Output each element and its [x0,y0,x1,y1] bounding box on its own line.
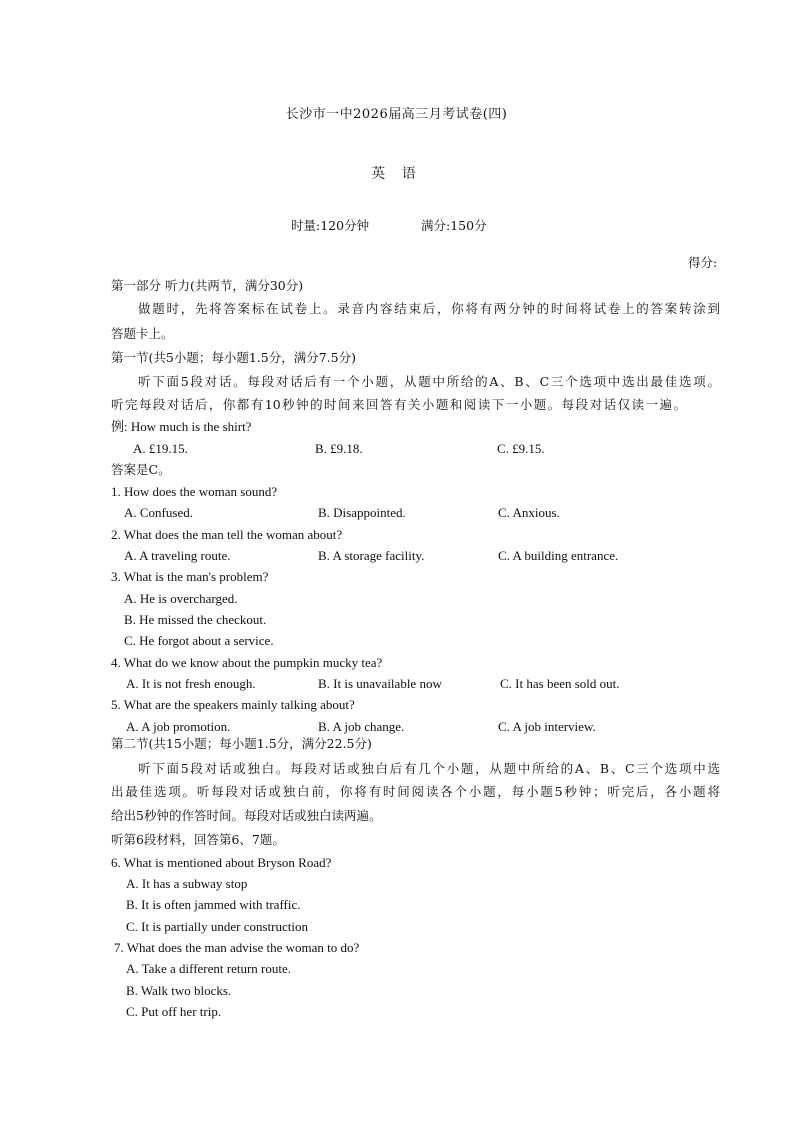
q1-option-a: A. Confused. [124,505,193,520]
section2-heading: 第二节(共15小题；每小题1.5分，满分22.5分) [111,736,372,751]
section1-instruction-line1: 听下面5段对话。每段对话后有一个小题，从题中所给的A、B、C三个选项中选出最佳选项。 [138,374,720,389]
q3-option-a: A. He is overcharged. [124,591,238,606]
question-3: 3. What is the man's problem? [111,569,269,584]
example-answer: 答案是C。 [111,462,171,477]
example-question: 例: How much is the shirt? [111,419,252,434]
q4-option-a: A. It is not fresh enough. [126,676,256,691]
part1-instruction-line2: 答题卡上。 [111,326,174,341]
q2-option-b: B. A storage facility. [318,548,425,563]
q4-option-c: C. It has been sold out. [500,676,620,691]
example-option-a: A. £19.15. [133,441,188,456]
q7-option-c: C. Put off her trip. [126,1004,222,1019]
part1-instruction-line1: 做题时，先将答案标在试卷上。录音内容结束后，你将有两分钟的时间将试卷上的答案转涂到 [138,301,720,316]
exam-title: 长沙市一中2026届高三月考试卷(四) [285,107,508,122]
section1-heading: 第一节(共5小题；每小题1.5分，满分7.5分) [111,350,356,365]
section2-instruction-line2: 出最佳选项。听每段对话或独白前，你将有时间阅读各个小题，每小题5秒钟；听完后，各小题将 [111,784,720,799]
q1-option-c: C. Anxious. [498,505,560,520]
example-option-c: C. £9.15. [497,441,545,456]
section2-instruction-line1: 听下面5段对话或独白。每段对话或独白后有几个小题，从题中所给的A、B、C三个选项中选 [138,761,720,776]
question-1: 1. How does the woman sound? [111,484,278,499]
question-4: 4. What do we know about the pumpkin mucky tea? [111,655,383,670]
q6-option-b: B. It is often jammed with traffic. [126,897,301,912]
q4-option-b: B. It is unavailable now [318,676,442,691]
question-2: 2. What does the man tell the woman about? [111,527,343,542]
question-5: 5. What are the speakers mainly talking about? [111,697,355,712]
q6-option-c: C. It is partially under construction [126,919,308,934]
q6-option-a: A. It has a subway stop [126,876,248,891]
section2-instruction-line3: 给出5秒钟的作答时间。每段对话或独白读两遍。 [111,808,382,823]
time-limit: 时量:120分钟 [291,218,370,233]
question-7: 7. What does the man advise the woman to do? [114,940,360,955]
material-note: 听第6段材料，回答第6、7题。 [111,832,285,847]
q2-option-c: C. A building entrance. [498,548,619,563]
q7-option-b: B. Walk two blocks. [126,983,232,998]
q3-option-c: C. He forgot about a service. [124,633,274,648]
score-label: 得分: [688,255,718,270]
q7-option-a: A. Take a different return route. [126,961,292,976]
q1-option-b: B. Disappointed. [318,505,406,520]
q5-option-c: C. A job interview. [498,719,596,734]
part1-heading: 第一部分 听力(共两节，满分30分) [111,278,304,293]
section1-instruction-line2: 听完每段对话后，你都有10秒钟的时间来回答有关小题和阅读下一小题。每段对话仅读一遍。 [111,397,686,412]
q2-option-a: A. A traveling route. [124,548,231,563]
question-6: 6. What is mentioned about Bryson Road? [111,855,332,870]
subject-title: 英 语 [371,166,422,182]
q5-option-a: A. A job promotion. [126,719,231,734]
full-score: 满分:150分 [421,218,487,233]
q3-option-b: B. He missed the checkout. [124,612,267,627]
q5-option-b: B. A job change. [318,719,405,734]
example-option-b: B. £9.18. [315,441,363,456]
